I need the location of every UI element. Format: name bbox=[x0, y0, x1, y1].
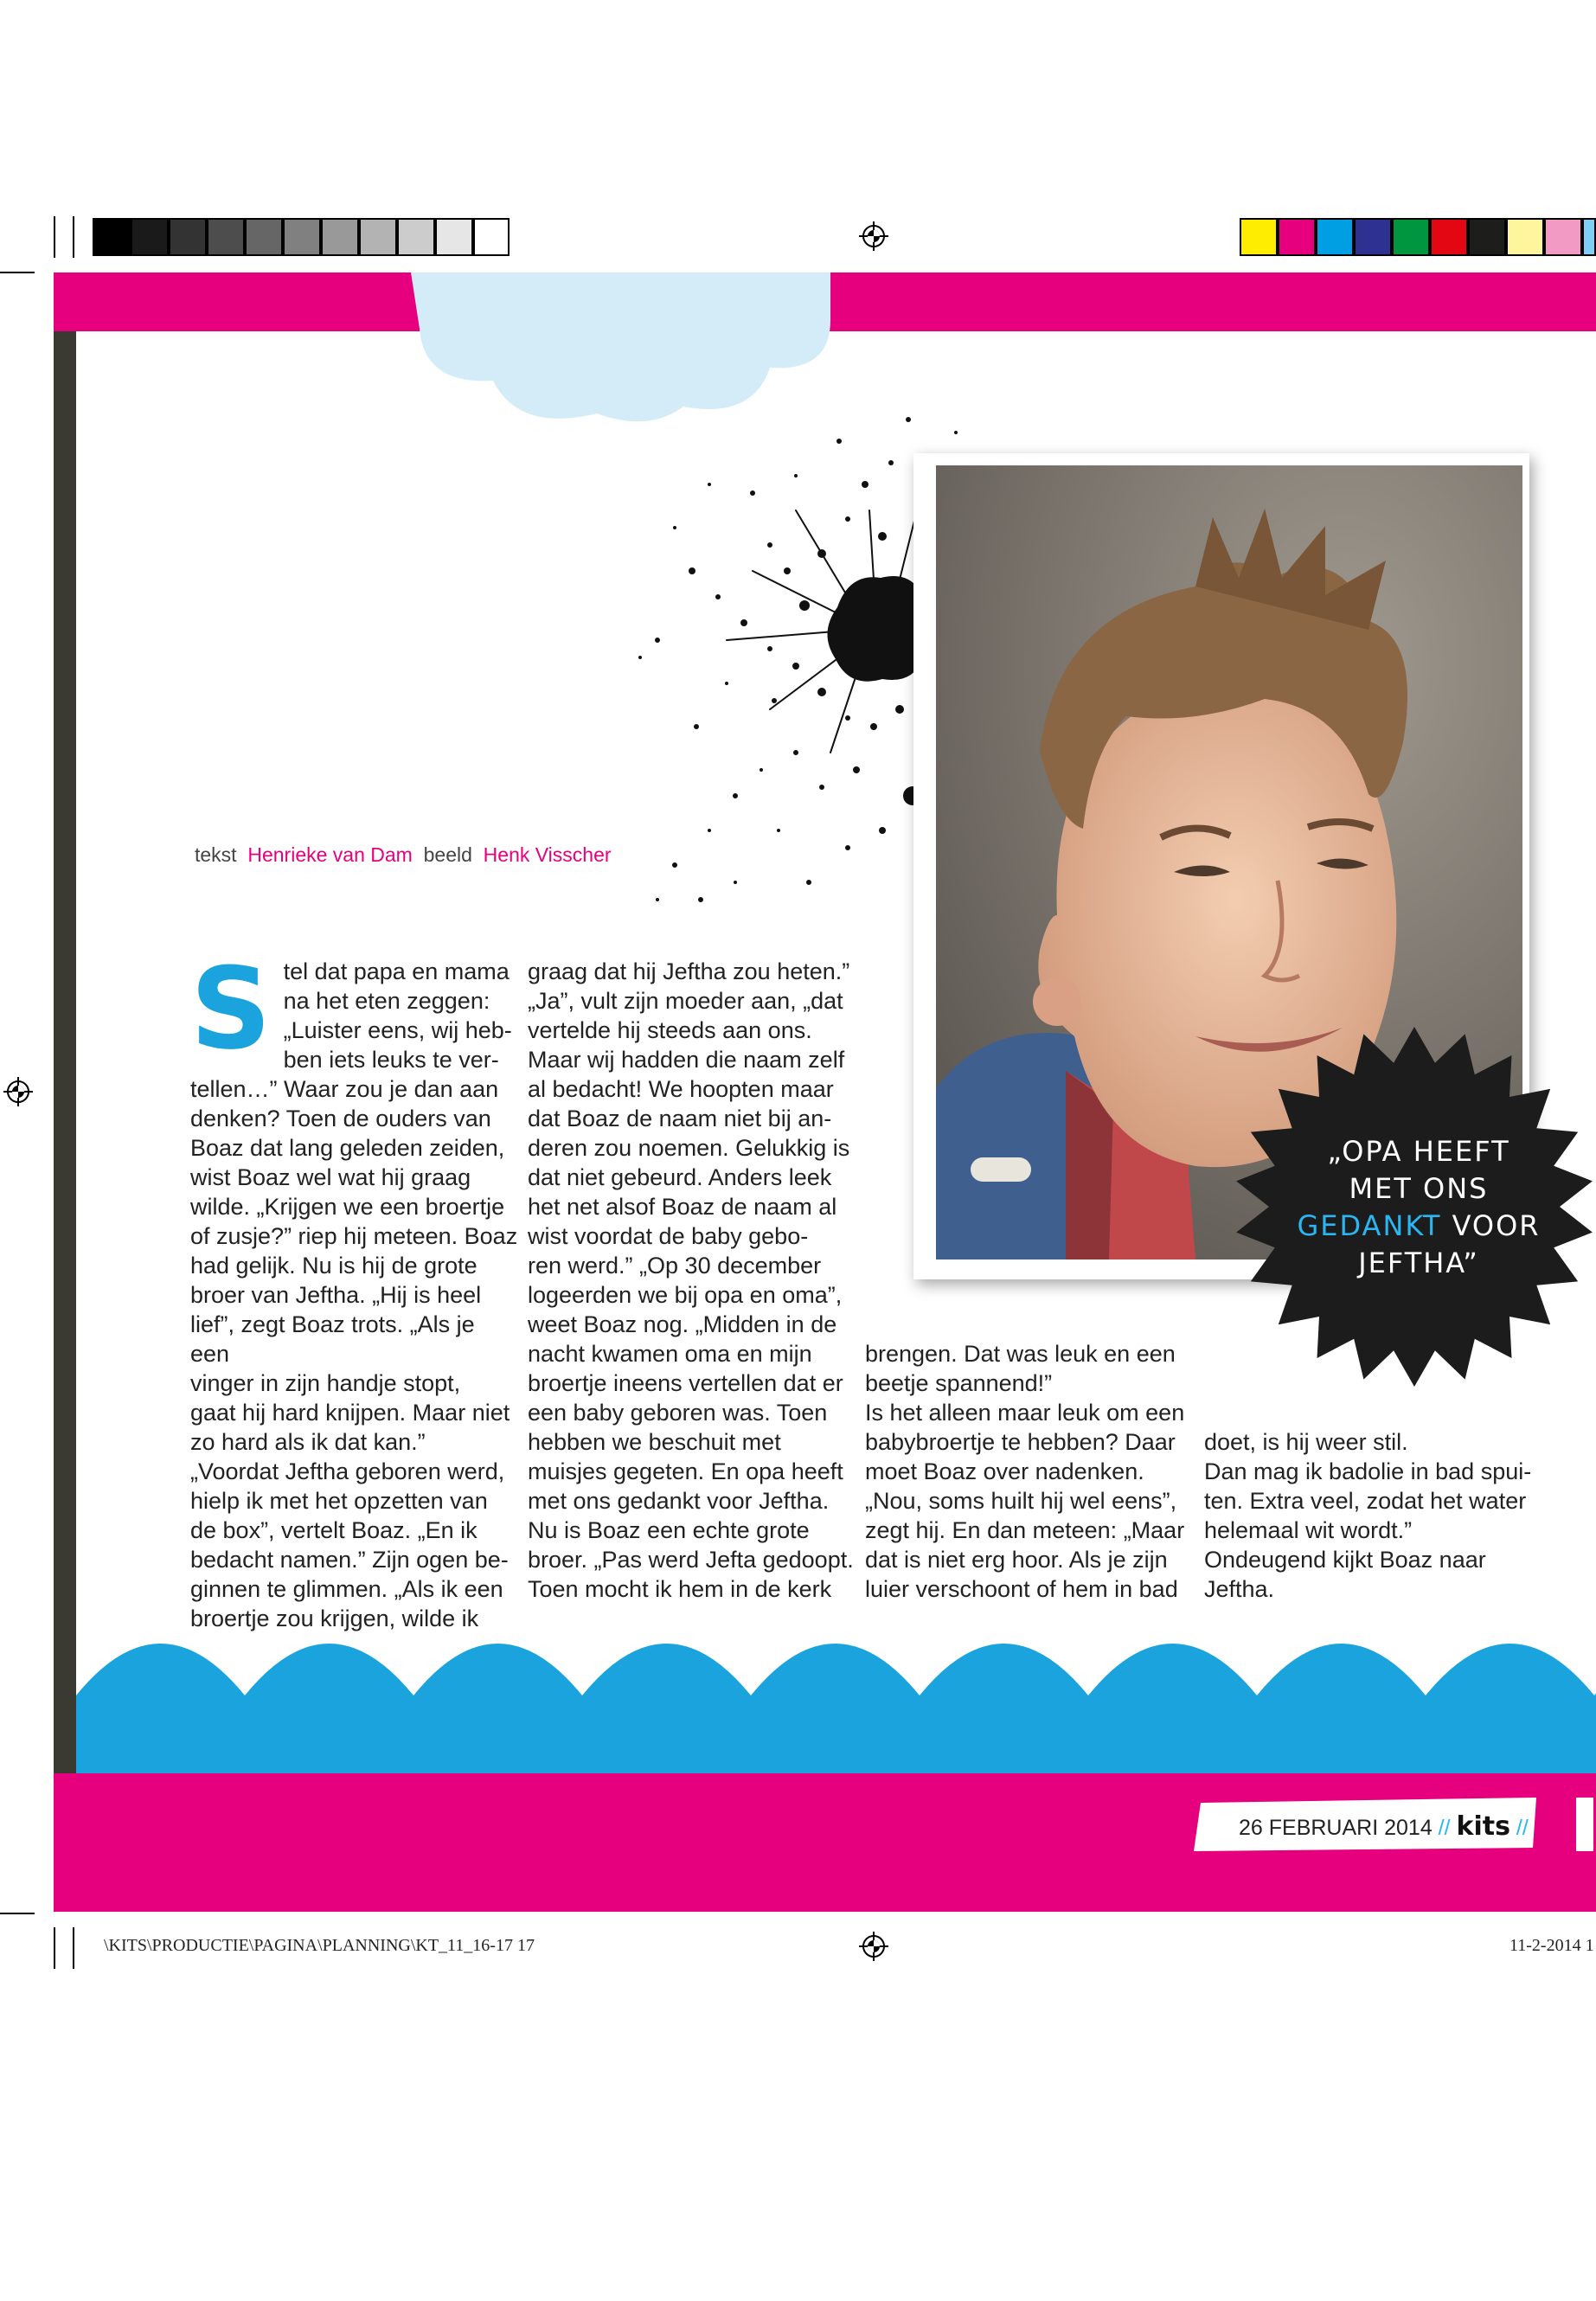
crop-mark bbox=[54, 216, 55, 258]
color-swatch bbox=[1278, 218, 1316, 256]
byline-photographer: Henk Visscher bbox=[483, 843, 612, 866]
gray-swatch bbox=[359, 218, 397, 256]
article-line: het net alsof Boaz de naam al bbox=[528, 1194, 837, 1220]
page-number-edge bbox=[1576, 1798, 1593, 1851]
color-swatch bbox=[1392, 218, 1430, 256]
crop-mark bbox=[0, 1913, 35, 1914]
article-line: deren zou noemen. Gelukkig is bbox=[528, 1135, 850, 1161]
gray-swatch bbox=[397, 218, 435, 256]
footer-brand: kits bbox=[1456, 1811, 1510, 1842]
article-line: babybroertje te hebben? Daar bbox=[865, 1429, 1176, 1455]
article-line: weet Boaz nog. „Midden in de bbox=[528, 1311, 837, 1337]
article-line: Dan mag ik badolie in bad spui- bbox=[1204, 1458, 1532, 1484]
article-line: denken? Toen de ouders van bbox=[190, 1106, 491, 1131]
article-line: wist voordat de baby gebo- bbox=[528, 1223, 809, 1249]
registration-mark-icon bbox=[859, 1932, 888, 1961]
color-swatch bbox=[1354, 218, 1392, 256]
article-line: Nu is Boaz een echte grote bbox=[528, 1517, 810, 1543]
article-line: een baby geboren was. Toen bbox=[528, 1400, 828, 1426]
article-line: broertje ineens vertellen dat er bbox=[528, 1370, 843, 1396]
article-line: of zusje?” riep hij meteen. Boaz bbox=[190, 1223, 518, 1249]
article-column-3 bbox=[865, 1339, 1194, 1604]
gray-swatch bbox=[207, 218, 245, 256]
gray-swatch bbox=[245, 218, 283, 256]
article-line: tellen…” Waar zou je dan aan bbox=[190, 1076, 499, 1102]
article-line: ben iets leuks te ver- bbox=[283, 1047, 499, 1073]
color-swatch bbox=[1544, 218, 1582, 256]
gray-swatch bbox=[131, 218, 169, 256]
byline bbox=[195, 843, 612, 867]
article-line: hielp ik met het opzetten van bbox=[190, 1488, 488, 1514]
article-line: dat niet gebeurd. Anders leek bbox=[528, 1164, 832, 1190]
article-line: Jeftha. bbox=[1204, 1576, 1275, 1602]
color-swatch bbox=[1506, 218, 1544, 256]
gray-swatch bbox=[93, 218, 131, 256]
article-line: bedacht namen.” Zijn ogen be- bbox=[190, 1547, 509, 1573]
color-swatch bbox=[1430, 218, 1468, 256]
article-line: moet Boaz over nadenken. bbox=[865, 1458, 1144, 1484]
gray-swatch bbox=[435, 218, 473, 256]
article-line: vinger in zijn handje stopt, bbox=[190, 1370, 461, 1396]
article-line: wilde. „Krijgen we een broertje bbox=[190, 1194, 505, 1220]
gray-swatch bbox=[283, 218, 321, 256]
article-line: al bedacht! We hoopten maar bbox=[528, 1076, 834, 1102]
column-text bbox=[1204, 1427, 1533, 1604]
footer-trailing: // bbox=[1516, 1816, 1529, 1840]
column-text bbox=[528, 957, 856, 1604]
article-line: „Nou, soms huilt hij wel eens”, bbox=[865, 1488, 1177, 1514]
print-slug: \KITS\PRODUCTIE\PAGINA\PLANNING\KT_11_16-17 17 bbox=[104, 1936, 535, 1955]
article-line: muisjes gegeten. En opa heeft bbox=[528, 1458, 843, 1484]
article-line: Is het alleen maar leuk om een bbox=[865, 1400, 1185, 1426]
article-line: Toen mocht ik hem in de kerk bbox=[528, 1576, 832, 1602]
byline-text-label: tekst bbox=[195, 843, 237, 866]
crop-mark bbox=[73, 1927, 74, 1969]
article-line: met ons gedankt voor Jeftha. bbox=[528, 1488, 830, 1514]
quote-line-rest: VOOR bbox=[1441, 1209, 1541, 1242]
article-line: logeerden we bij opa en oma”, bbox=[528, 1282, 843, 1308]
article-line: zegt hij. En dan meteen: „Maar bbox=[865, 1517, 1185, 1543]
crop-mark bbox=[73, 216, 74, 258]
wave-decoration bbox=[76, 1644, 1596, 1782]
article-line: lief”, zegt Boaz trots. „Als je een bbox=[190, 1311, 475, 1367]
footer-date: 26 FEBRUARI 2014 bbox=[1239, 1816, 1433, 1840]
footer-separator: // bbox=[1438, 1816, 1451, 1840]
quote-line bbox=[1246, 1208, 1592, 1245]
byline-author: Henrieke van Dam bbox=[247, 843, 413, 866]
article-line: vertelde hij steeds aan ons. bbox=[528, 1017, 812, 1043]
article-line: „Voordat Jeftha geboren werd, bbox=[190, 1458, 505, 1484]
article-line: had gelijk. Nu is hij de grote bbox=[190, 1253, 478, 1279]
article-line: „Ja”, vult zijn moeder aan, „dat bbox=[528, 988, 843, 1014]
article-line: Maar wij hadden die naam zelf bbox=[528, 1047, 845, 1073]
color-swatch bbox=[1316, 218, 1354, 256]
quote-line: MET ONS bbox=[1349, 1172, 1489, 1205]
article-line: hebben we beschuit met bbox=[528, 1429, 781, 1455]
article-line: ren werd.” „Op 30 december bbox=[528, 1253, 822, 1279]
crop-mark bbox=[54, 1927, 55, 1969]
quote-line: JEFTHA” bbox=[1358, 1247, 1479, 1279]
quote-line: „OPA HEEFT bbox=[1327, 1135, 1510, 1168]
article-line: broer. „Pas werd Jefta gedoopt. bbox=[528, 1547, 854, 1573]
article-line: broertje zou krijgen, wilde ik bbox=[190, 1606, 479, 1631]
color-swatch bbox=[1468, 218, 1506, 256]
article-line: helemaal wit wordt.” bbox=[1204, 1517, 1413, 1543]
article-line: luier verschoont of hem in bad bbox=[865, 1576, 1178, 1602]
quote-accent-word: GEDANKT bbox=[1297, 1209, 1442, 1242]
article-column-4 bbox=[1204, 1427, 1533, 1604]
print-date: 11-2-2014 1 bbox=[1509, 1936, 1594, 1955]
drop-cap: S bbox=[190, 943, 272, 1074]
column-text bbox=[865, 1339, 1194, 1604]
article-line: brengen. Dat was leuk en een bbox=[865, 1341, 1176, 1367]
article-line: wist Boaz wel wat hij graag bbox=[190, 1164, 471, 1190]
article-line: nacht kwamen oma en mijn bbox=[528, 1341, 812, 1367]
article-line: zo hard als ik dat kan.” bbox=[190, 1429, 426, 1455]
article-line: Ondeugend kijkt Boaz naar bbox=[1204, 1547, 1486, 1573]
gray-swatch bbox=[169, 218, 207, 256]
article-line: ginnen te glimmen. „Als ik een bbox=[190, 1576, 503, 1602]
article-line: Boaz dat lang geleden zeiden, bbox=[190, 1135, 505, 1161]
article-line: „Luister eens, wij heb- bbox=[283, 1017, 512, 1043]
registration-mark-icon bbox=[3, 1077, 33, 1106]
color-swatch bbox=[1582, 218, 1596, 256]
article-column-2 bbox=[528, 957, 856, 1604]
article-line: tel dat papa en mama bbox=[283, 958, 510, 984]
article-line: ten. Extra veel, zodat het water bbox=[1204, 1488, 1527, 1514]
gray-swatch bbox=[321, 218, 359, 256]
article-line: na het eten zeggen: bbox=[283, 988, 490, 1014]
pull-quote bbox=[1246, 1133, 1592, 1282]
byline-image-label: beeld bbox=[423, 843, 472, 866]
gray-swatch bbox=[473, 218, 510, 256]
article-line: gaat hij hard knijpen. Maar niet bbox=[190, 1400, 510, 1426]
registration-mark-icon bbox=[859, 221, 888, 251]
article-line: graag dat hij Jeftha zou heten.” bbox=[528, 958, 850, 984]
article-line: broer van Jeftha. „Hij is heel bbox=[190, 1282, 482, 1308]
article-line: de box”, vertelt Boaz. „En ik bbox=[190, 1517, 478, 1543]
article-column-1 bbox=[190, 943, 519, 1633]
footer-issue bbox=[1239, 1811, 1529, 1842]
article-line: dat Boaz de naam niet bij an- bbox=[528, 1106, 832, 1131]
color-swatch bbox=[1240, 218, 1278, 256]
article-line: doet, is hij weer stil. bbox=[1204, 1429, 1408, 1455]
page-spine-edge bbox=[54, 331, 76, 1773]
article-line: dat is niet erg hoor. Als je zijn bbox=[865, 1547, 1168, 1573]
crop-mark bbox=[0, 272, 35, 273]
article-line: beetje spannend!” bbox=[865, 1370, 1053, 1396]
